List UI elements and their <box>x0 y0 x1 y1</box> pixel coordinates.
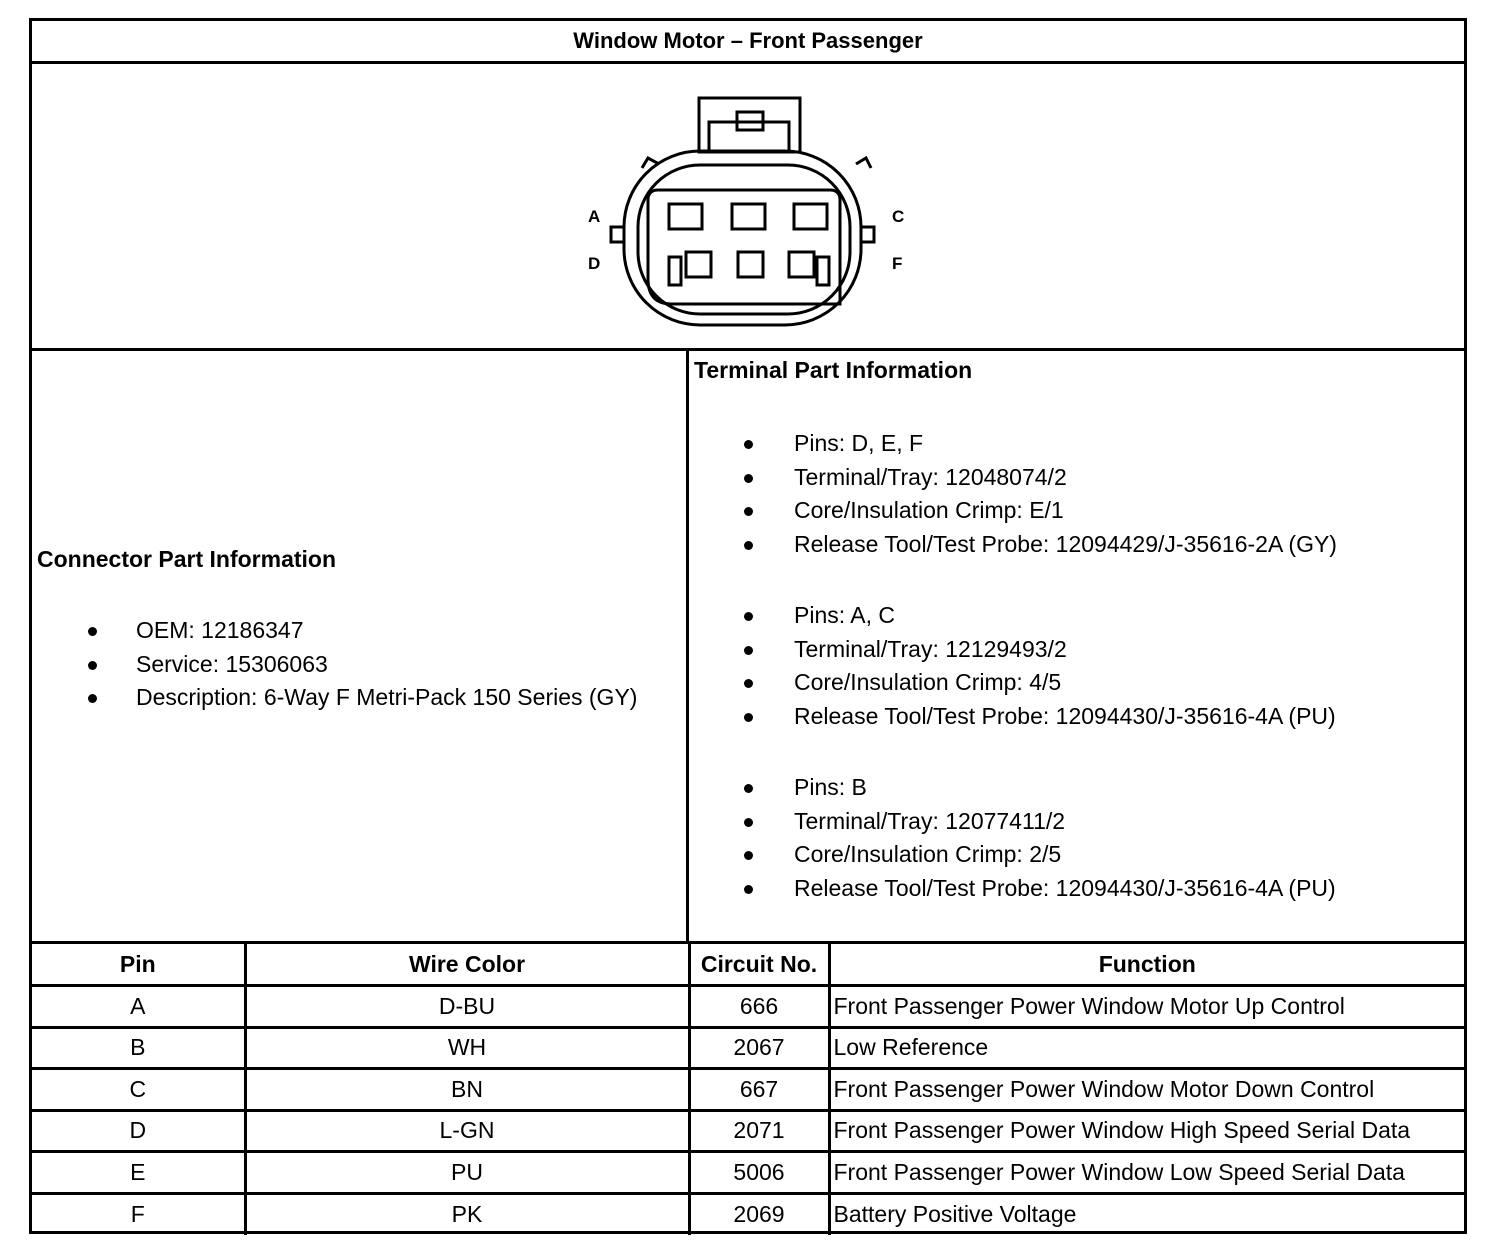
table-row <box>32 1152 1464 1194</box>
function-cell: Front Passenger Power Window Motor Up Control <box>829 986 1464 1028</box>
connector-face-diagram <box>32 64 1464 348</box>
terminal-cavity-d <box>686 252 711 277</box>
circuit-cell: 667 <box>689 1069 829 1111</box>
left-side-nub <box>611 227 624 242</box>
list-item: Core/Insulation Crimp: E/1 <box>689 494 1337 528</box>
circuit-cell: 2069 <box>689 1193 829 1235</box>
function-cell: Front Passenger Power Window Motor Down Control <box>829 1069 1464 1111</box>
wire-color-cell: PU <box>245 1152 689 1194</box>
bullet-icon <box>88 694 97 703</box>
terminal-cavity-e <box>738 252 763 277</box>
column-header-pin: Pin <box>32 944 245 986</box>
bullet-icon <box>744 507 753 516</box>
connector-housing-inner <box>638 165 850 314</box>
bullet-icon <box>744 474 753 483</box>
terminal-info-heading: Terminal Part Information <box>694 357 973 383</box>
cavity-outline <box>648 190 840 304</box>
terminal-group-3 <box>689 771 1336 905</box>
bullet-icon <box>744 612 753 621</box>
circuit-cell: 2071 <box>689 1110 829 1152</box>
table-row <box>32 986 1464 1028</box>
function-cell: Low Reference <box>829 1027 1464 1069</box>
wire-color-cell: WH <box>245 1027 689 1069</box>
function-cell: Front Passenger Power Window High Speed Serial Data <box>829 1110 1464 1152</box>
right-ear-tab <box>856 158 871 168</box>
list-item: Service: 15306063 <box>32 648 637 682</box>
terminal-part-information <box>689 351 1464 941</box>
list-item: Release Tool/Test Probe: 12094430/J-35616-4A (PU) <box>689 700 1336 734</box>
wire-color-cell: PK <box>245 1193 689 1235</box>
list-item: OEM: 12186347 <box>32 614 637 648</box>
circuit-cell: 2067 <box>689 1027 829 1069</box>
bullet-icon <box>744 440 753 449</box>
part-information-row <box>32 351 1464 944</box>
wire-color-cell: D-BU <box>245 986 689 1028</box>
list-item: Core/Insulation Crimp: 2/5 <box>689 838 1336 872</box>
table-row <box>32 1069 1464 1111</box>
connector-diagram-area <box>32 64 1464 351</box>
bullet-icon <box>744 541 753 550</box>
pin-label-c: C <box>892 207 905 226</box>
pin-cell: B <box>32 1027 245 1069</box>
pin-cell: D <box>32 1110 245 1152</box>
terminal-cavity-a <box>669 204 702 229</box>
list-item: Terminal/Tray: 12048074/2 <box>689 461 1337 495</box>
connector-part-information <box>32 351 689 941</box>
column-header-circuit: Circuit No. <box>689 944 829 986</box>
column-header-wire-color: Wire Color <box>245 944 689 986</box>
circuit-cell: 666 <box>689 986 829 1028</box>
list-item: Core/Insulation Crimp: 4/5 <box>689 666 1336 700</box>
wire-color-cell: BN <box>245 1069 689 1111</box>
latch-inner-outline <box>709 122 789 152</box>
right-side-nub <box>861 227 874 242</box>
pin-cell: E <box>32 1152 245 1194</box>
function-cell: Battery Positive Voltage <box>829 1193 1464 1235</box>
table-row <box>32 1027 1464 1069</box>
column-header-function: Function <box>829 944 1464 986</box>
circuit-cell: 5006 <box>689 1152 829 1194</box>
bullet-icon <box>744 713 753 722</box>
right-key-post <box>817 257 829 285</box>
list-item: Release Tool/Test Probe: 12094430/J-35616-4A (PU) <box>689 872 1336 906</box>
pin-cell: C <box>32 1069 245 1111</box>
bullet-icon <box>744 818 753 827</box>
wire-color-cell: L-GN <box>245 1110 689 1152</box>
list-item: Terminal/Tray: 12077411/2 <box>689 805 1336 839</box>
page-title: Window Motor – Front Passenger <box>32 21 1464 64</box>
list-item: Pins: D, E, F <box>689 427 1337 461</box>
pin-label-d: D <box>588 254 601 273</box>
table-row <box>32 1110 1464 1152</box>
terminal-cavity-f <box>789 252 814 277</box>
list-item: Pins: A, C <box>689 599 1336 633</box>
bullet-icon <box>744 679 753 688</box>
bullet-icon <box>744 851 753 860</box>
connector-document <box>29 18 1467 1234</box>
bullet-icon <box>88 661 97 670</box>
pin-label-f: F <box>892 254 903 273</box>
terminal-group-2 <box>689 599 1336 733</box>
list-item: Description: 6-Way F Metri-Pack 150 Series (GY) <box>32 681 637 715</box>
bullet-icon <box>744 784 753 793</box>
list-item: Terminal/Tray: 12129493/2 <box>689 633 1336 667</box>
pin-cell: F <box>32 1193 245 1235</box>
table-header-row <box>32 944 1464 986</box>
list-item: Pins: B <box>689 771 1336 805</box>
terminal-cavity-b <box>732 204 765 229</box>
connector-info-heading: Connector Part Information <box>37 546 337 572</box>
connector-latch <box>699 98 800 152</box>
pin-cell: A <box>32 986 245 1028</box>
terminal-group-1 <box>689 427 1337 561</box>
pin-label-a: A <box>588 207 601 226</box>
terminal-cavity-c <box>794 204 827 229</box>
bullet-icon <box>744 885 753 894</box>
pin-function-table <box>32 944 1464 1235</box>
function-cell: Front Passenger Power Window Low Speed Serial Data <box>829 1152 1464 1194</box>
bullet-icon <box>88 627 97 636</box>
table-row <box>32 1193 1464 1235</box>
connector-info-list <box>32 614 637 715</box>
left-key-post <box>669 257 681 285</box>
bullet-icon <box>744 646 753 655</box>
list-item: Release Tool/Test Probe: 12094429/J-35616-2A (GY) <box>689 528 1337 562</box>
